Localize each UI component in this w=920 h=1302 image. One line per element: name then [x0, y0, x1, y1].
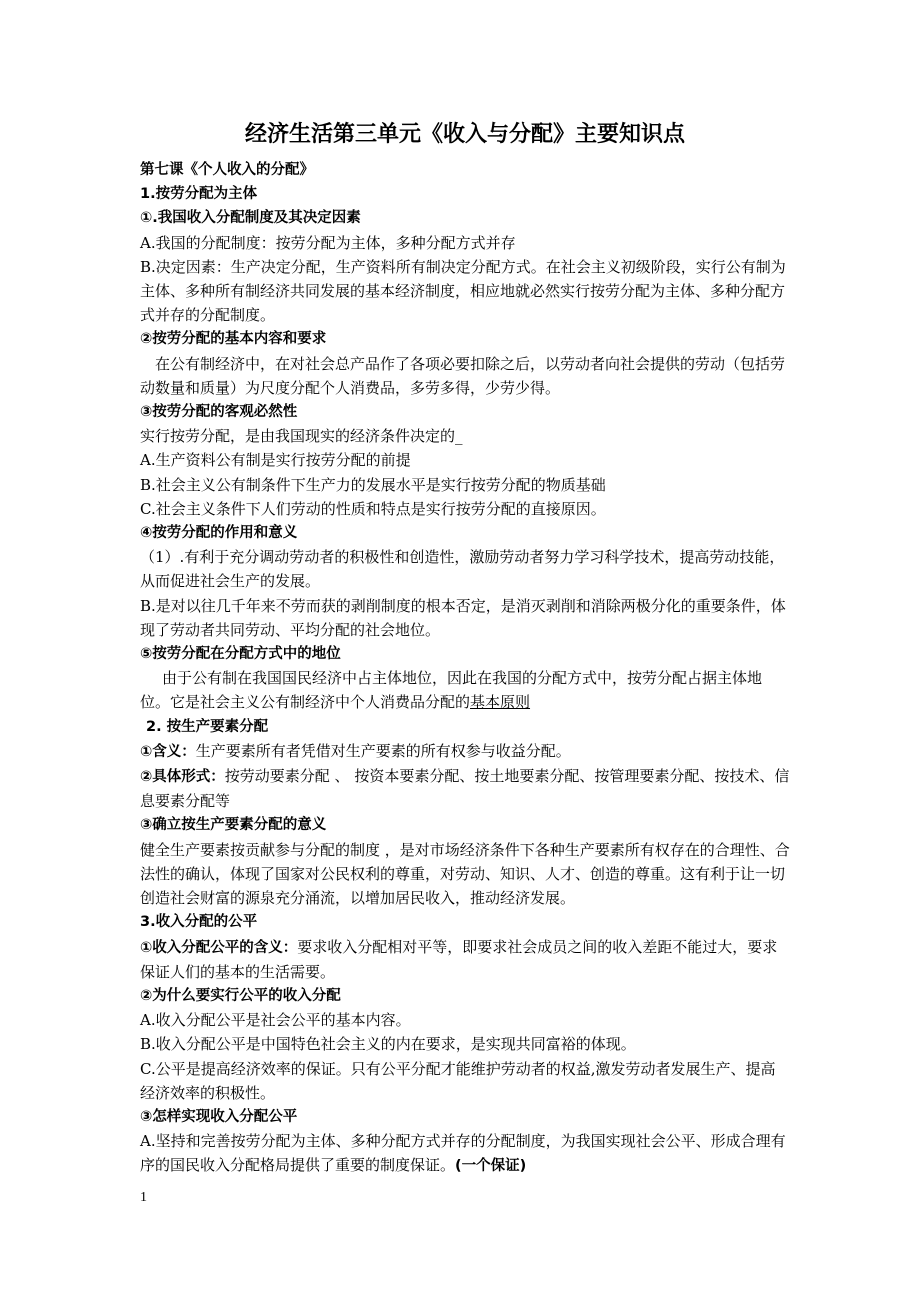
- paragraph-text: A.坚持和完善按劳分配为主体、多种分配方式并存的分配制度，为我国实现社会公平、形成合理有序的国民收入分配格局提供了重要的制度保证。: [140, 1132, 786, 1175]
- inline-heading: ①收入分配公平的含义：: [140, 939, 298, 956]
- paragraph: B.决定因素：生产决定分配，生产资料所有制决定分配方式。在社会主义初级阶段，实行公有制为主体、多种所有制经济共同发展的基本经济制度，相应地就必然实行按劳分配为主体、多种分配方式并存的分配制度。: [140, 257, 786, 325]
- paragraph: A.生产资料公有制是实行按劳分配的前提: [140, 451, 411, 470]
- page-title: 经济生活第三单元《收入与分配》主要知识点: [244, 122, 685, 147]
- section-heading: 1.按劳分配为主体: [140, 186, 258, 203]
- paragraph: C.公平是提高经济效率的保证。只有公平分配才能维护劳动者的权益,激发劳动者发展生产、提高经济效率的积极性。: [140, 1059, 776, 1102]
- inline-heading: ②具体形式：: [140, 769, 225, 786]
- subsection-heading: ②按劳分配的基本内容和要求: [140, 331, 327, 348]
- subsection-heading: ③怎样实现收入分配公平: [140, 1108, 298, 1125]
- paragraph: B.是对以往几千年来不劳而获的剥削制度的根本否定，是消灭剥削和消除两极分化的重要条件，体现了劳动者共同劳动、平均分配的社会地位。: [140, 596, 786, 639]
- paragraph: 健全生产要素按贡献参与分配的制度 ，是对市场经济条件下各种生产要素所有权存在的合理性、合法性的确认，体现了国家对公民权利的尊重，对劳动、知识、人才、创造的尊重。这有利于让一切创造社会财富的源泉充分涌流，以增加居民收入，推动经济发展。: [140, 840, 790, 908]
- paragraph-text: 按劳动要素分配 、 按资本要素分配、按土地要素分配、按管理要素分配、按技术、信息要素分配等: [140, 767, 790, 811]
- paragraph: [140, 666, 790, 714]
- section-heading: 2. 按生产要素分配: [146, 718, 269, 735]
- subsection-heading: ⑤按劳分配在分配方式中的地位: [140, 646, 341, 663]
- paragraph: B.收入分配公平是中国特色社会主义的内在要求，是实现共同富裕的体现。: [140, 1035, 636, 1054]
- section-heading: 3.收入分配的公平: [140, 914, 258, 931]
- subsection-heading: ②为什么要实行公平的收入分配: [140, 987, 341, 1004]
- underlined-term: 基本原则: [470, 693, 531, 712]
- paragraph: [140, 739, 790, 764]
- paragraph: （1）.有利于充分调动劳动者的积极性和创造性，激励劳动者努力学习科学技术，提高劳动技能，从而促进社会生产的发展。: [140, 548, 785, 591]
- paragraph: [140, 764, 790, 813]
- document-body: [140, 118, 790, 1179]
- paragraph: [140, 935, 790, 984]
- paragraph: C.社会主义条件下人们劳动的性质和特点是实行按劳分配的直接原因。: [140, 499, 606, 518]
- subsection-heading: ③按劳分配的客观必然性: [140, 404, 298, 421]
- paragraph: B.社会主义公有制条件下生产力的发展水平是实行按劳分配的物质基础: [140, 475, 606, 494]
- subsection-heading: ③确立按生产要素分配的意义: [140, 817, 327, 834]
- paragraph-text: 要求收入分配相对平等，即要求社会成员之间的收入差距不能过大，要求保证人们的基本的生活需要。: [140, 937, 778, 981]
- paragraph-text: 由于公有制在我国国民经济中占主体地位，因此在我国的分配方式中，按劳分配占据主体地位。它是社会主义公有制经济中个人消费品分配的: [140, 669, 763, 712]
- subsection-heading: ①.我国收入分配制度及其决定因素: [140, 210, 361, 227]
- paragraph-text: 生产要素所有者凭借对生产要素的所有权参与收益分配。: [195, 741, 571, 760]
- paragraph: A.我国的分配制度：按劳分配为主体，多种分配方式并存: [140, 233, 516, 252]
- paragraph: 在公有制经济中，在对社会总产品作了各项必要扣除之后，以劳动者向社会提供的劳动（包括劳动数量和质量）为尺度分配个人消费品，多劳多得，少劳少得。: [140, 354, 786, 397]
- bold-note: (一个保证): [455, 1158, 527, 1175]
- paragraph: 实行按劳分配，是由我国现实的经济条件决定的_: [140, 427, 463, 446]
- paragraph: [140, 1129, 790, 1178]
- paragraph: A.收入分配公平是社会公平的基本内容。: [140, 1011, 411, 1030]
- inline-heading: ①含义：: [140, 743, 196, 760]
- page-number: 1: [140, 1190, 147, 1205]
- subsection-heading: ④按劳分配的作用和意义: [140, 525, 298, 542]
- lesson-heading: 第七课《个人收入的分配》: [140, 162, 314, 178]
